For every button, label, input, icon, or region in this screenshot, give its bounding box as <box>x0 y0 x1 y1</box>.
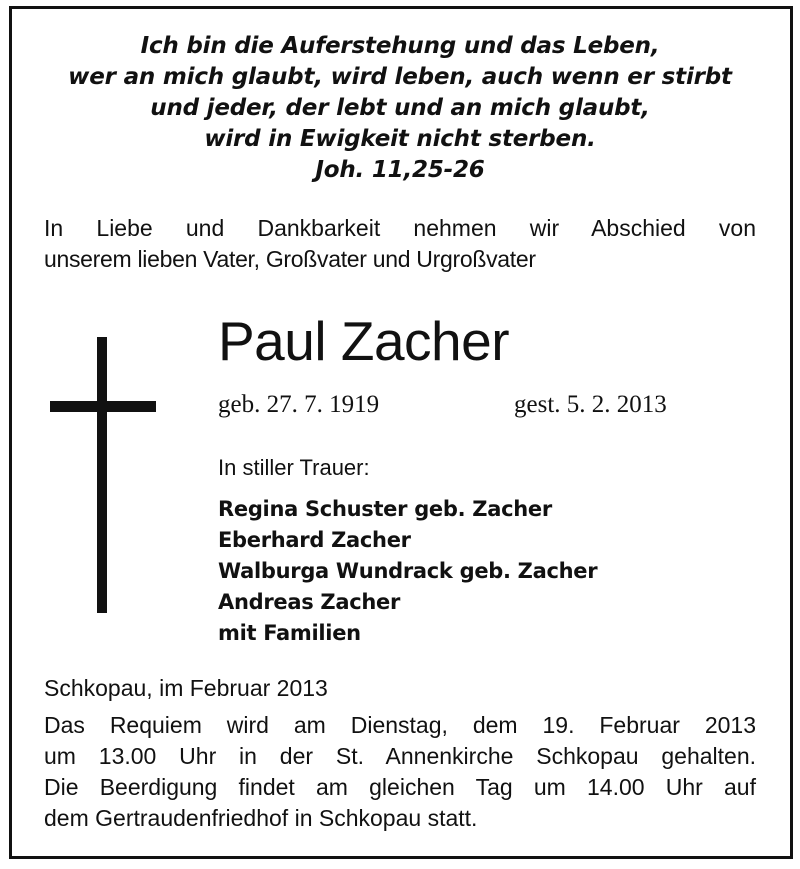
mourner-name: Andreas Zacher <box>218 590 401 614</box>
cross-icon <box>97 337 107 613</box>
bible-verse <box>0 31 800 186</box>
notice-line: um 13.00 Uhr in der St. Annenkirche Schkopau gehalten. <box>44 743 756 769</box>
notice-line: Das Requiem wird am Dienstag, dem 19. Februar 2013 <box>44 712 756 738</box>
mourners-list <box>218 494 597 649</box>
verse-line: wer an mich glaubt, wird leben, auch wenn er stirbt <box>68 64 732 90</box>
funeral-notice <box>44 710 756 834</box>
notice-line: dem Gertraudenfriedhof in Schkopau statt. <box>44 805 478 831</box>
verse-reference: Joh. 11,25-26 <box>315 157 485 183</box>
death-date: gest. 5. 2. 2013 <box>514 391 667 418</box>
verse-line: wird in Ewigkeit nicht sterben. <box>204 126 596 152</box>
mourner-name: Eberhard Zacher <box>218 528 411 552</box>
intro-line: In Liebe und Dankbarkeit nehmen wir Abschied von <box>44 215 756 241</box>
notice-line: Die Beerdigung findet am gleichen Tag um 14.00 Uhr auf <box>44 774 756 800</box>
verse-line: Ich bin die Auferstehung und das Leben, <box>140 33 660 59</box>
place-date: Schkopau, im Februar 2013 <box>44 675 328 701</box>
deceased-name: Paul Zacher <box>218 310 510 372</box>
mourner-name: Regina Schuster geb. Zacher <box>218 497 552 521</box>
cross-icon-bar <box>50 401 156 412</box>
farewell-intro <box>44 213 756 275</box>
verse-line: und jeder, der lebt und an mich glaubt, <box>150 95 650 121</box>
birth-date: geb. 27. 7. 1919 <box>218 391 380 418</box>
mourner-name: Walburga Wundrack geb. Zacher <box>218 559 598 583</box>
mourner-name: mit Familien <box>218 621 361 645</box>
intro-line: unserem lieben Vater, Großvater und Urgroßvater <box>44 246 536 272</box>
mourning-label: In stiller Trauer: <box>218 455 370 480</box>
